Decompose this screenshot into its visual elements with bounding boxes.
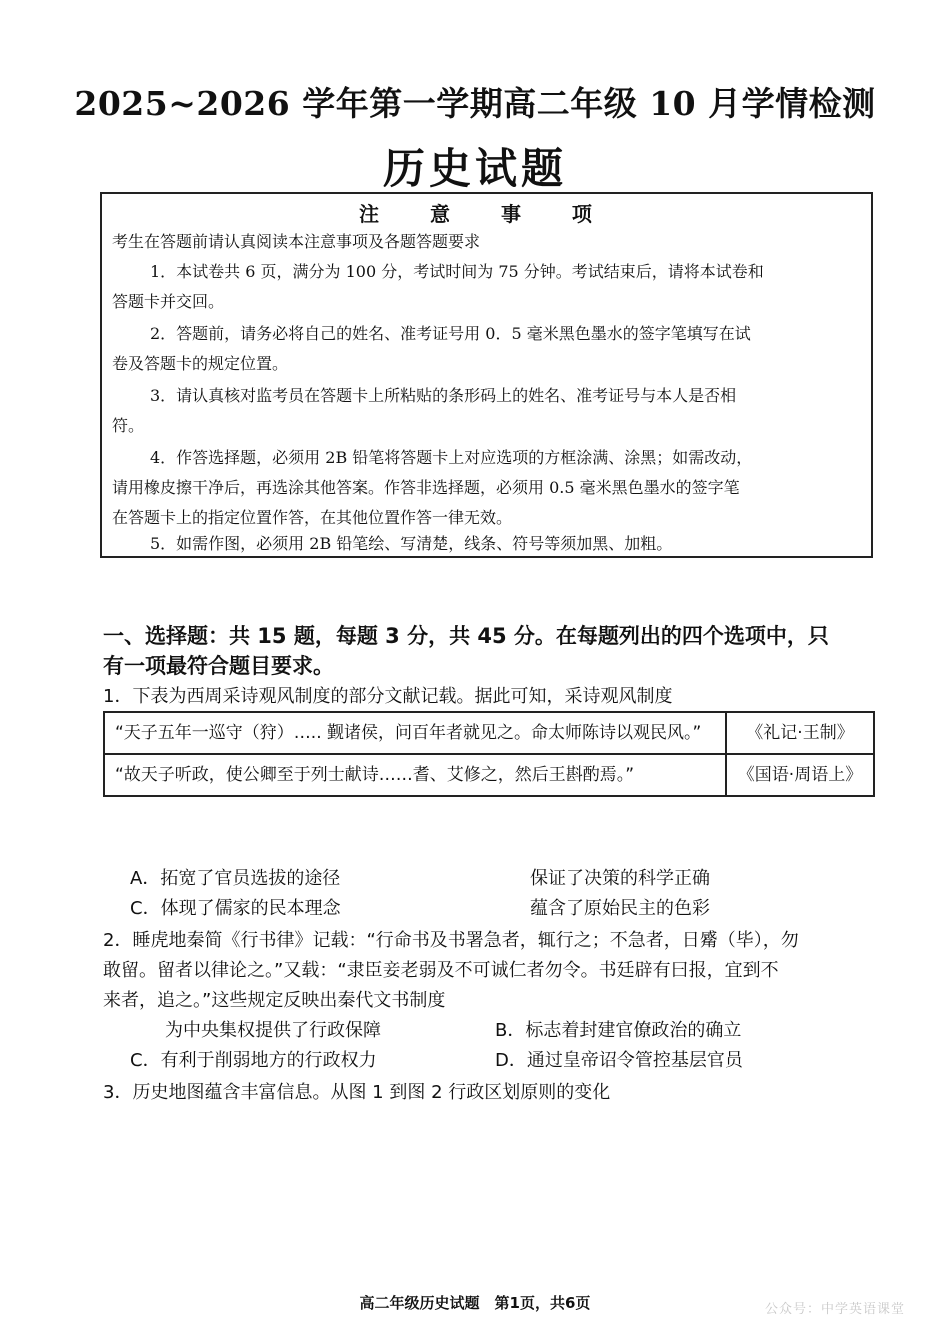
notice-line: 卷及答题卡的规定位置。 xyxy=(112,354,289,373)
quote-source: 《国语·周语上》 xyxy=(726,754,874,796)
notice-line: 5．如需作图，必须用 2B 铅笔绘、写清楚，线条、符号等须加黑、加粗。 xyxy=(150,534,673,553)
question-2-stem-line2: 敢留。留者以律论之。”又载：“隶臣妾老弱及不可诚仁者勿令。书廷辟有曰报，宜到不 xyxy=(103,960,779,981)
question-2-stem-line3: 来者，追之。”这些规定反映出秦代文书制度 xyxy=(103,990,446,1011)
notice-intro: 考生在答题前请认真阅读本注意事项及各题答题要求 xyxy=(112,232,481,251)
q2-option-d: D．通过皇帝诏令管控基层官员 xyxy=(495,1050,743,1071)
q2-option-c: C．有利于削弱地方的行政权力 xyxy=(130,1050,377,1071)
q2-option-a: 为中央集权提供了行政保障 xyxy=(165,1020,381,1041)
page-footer: 高二年级历史试题 第1页，共6页 xyxy=(359,1294,591,1312)
table-row xyxy=(104,712,874,754)
q1-option-d: 蕴含了原始民主的色彩 xyxy=(530,898,710,919)
question-1-stem: 1．下表为西周采诗观风制度的部分文献记载。据此可知，采诗观风制度 xyxy=(103,686,673,707)
quote-text: “故天子听政，使公卿至于列士献诗……耆、艾修之，然后王斟酌焉。” xyxy=(104,754,726,796)
quote-source: 《礼记·王制》 xyxy=(726,712,874,754)
section-heading-line2: 有一项最符合题目要求。 xyxy=(103,654,334,678)
q1-option-c: C．体现了儒家的民本理念 xyxy=(130,898,341,919)
watermark: 公众号：中学英语课堂 xyxy=(764,1302,905,1317)
question-2-stem-line1: 2．睡虎地秦简《行书律》记载：“行命书及书署急者，辄行之；不急者，日觱（毕），勿 xyxy=(103,930,799,951)
table-row xyxy=(104,754,874,796)
q1-option-a: A．拓宽了官员选拔的途径 xyxy=(130,868,341,889)
q1-option-b: 保证了决策的科学正确 xyxy=(530,868,710,889)
notice-line: 2．答题前，请务必将自己的姓名、准考证号用 0．5 毫米黑色墨水的签字笔填写在试 xyxy=(150,324,751,343)
q2-option-b: B．标志着封建官僚政治的确立 xyxy=(495,1020,742,1041)
notice-line: 4．作答选择题，必须用 2B 铅笔将答题卡上对应选项的方框涂满、涂黑；如需改动， xyxy=(150,448,753,467)
section-heading-line1: 一、选择题：共 15 题，每题 3 分，共 45 分。在每题列出的四个选项中，只 xyxy=(103,624,829,648)
notice-line: 3．请认真核对监考员在答题卡上所粘贴的条形码上的姓名、准考证号与本人是否相 xyxy=(150,386,737,405)
notice-line: 1．本试卷共 6 页，满分为 100 分，考试时间为 75 分钟。考试结束后，请将本试卷和 xyxy=(150,262,764,281)
notice-line: 符。 xyxy=(112,416,145,435)
notice-heading: 注 意 事 项 xyxy=(359,202,614,226)
question-3-stem: 3．历史地图蕴含丰富信息。从图 1 到图 2 行政区划原则的变化 xyxy=(103,1082,611,1103)
exam-title: 2025~2026 学年第一学期高二年级 10 月学情检测 xyxy=(74,84,876,123)
notice-line: 在答题卡上的指定位置作答，在其他位置作答一律无效。 xyxy=(112,508,513,527)
exam-subject-title: 历史试题 xyxy=(382,144,567,193)
notice-box xyxy=(100,192,873,558)
notice-line: 请用橡皮擦干净后，再选涂其他答案。作答非选择题，必须用 0.5 毫米黑色墨水的签字笔 xyxy=(112,478,740,497)
quote-text: “天子五年一巡守（狩）….. 觐诸侯，问百年者就见之。命太师陈诗以观民风。” xyxy=(104,712,726,754)
question-1-table xyxy=(103,711,875,797)
notice-line: 答题卡并交回。 xyxy=(112,292,225,311)
